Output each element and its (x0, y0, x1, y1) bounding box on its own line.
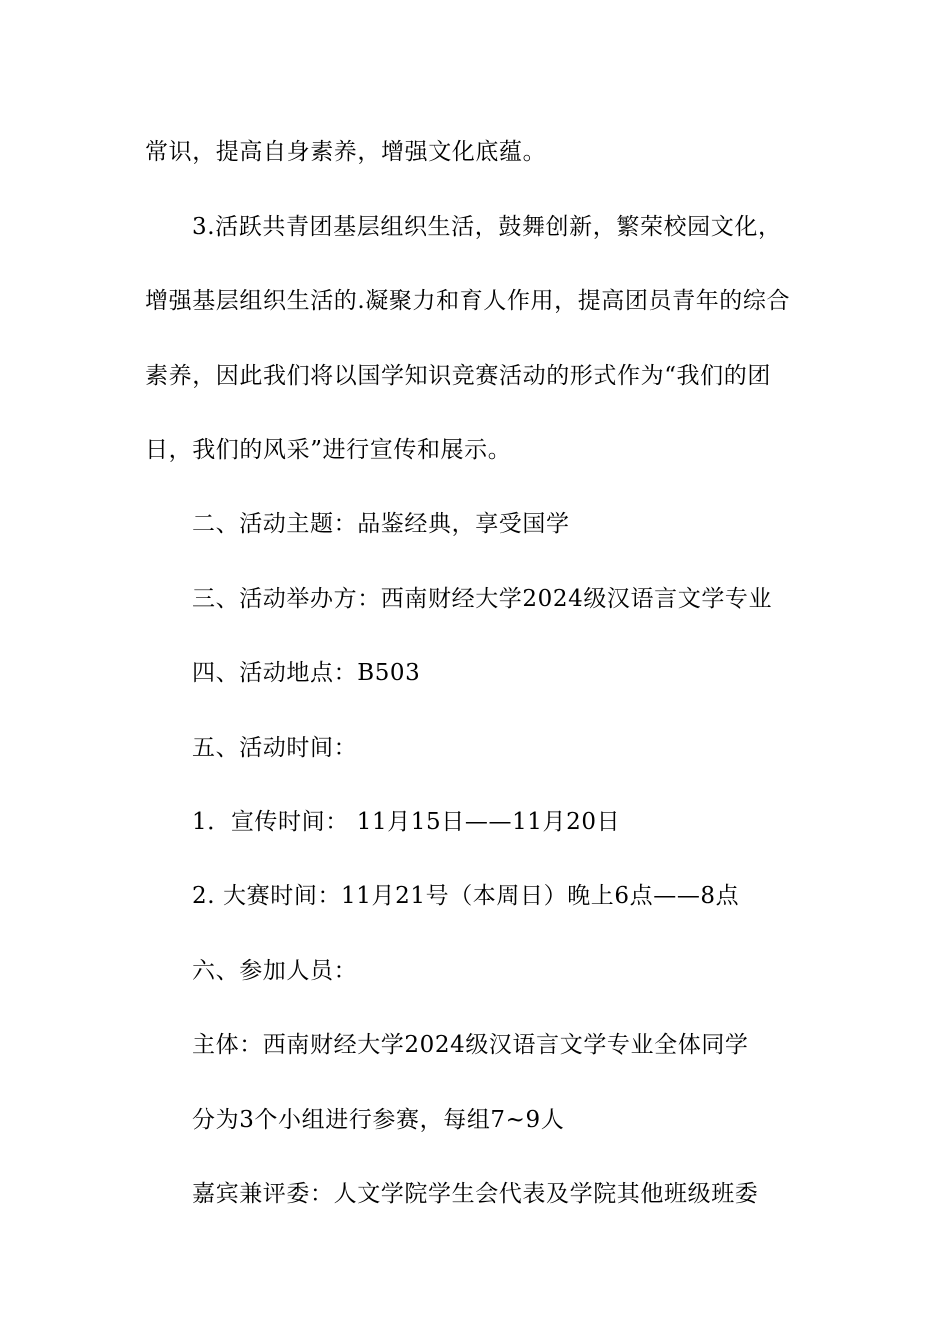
paragraph-item-3-line-3: 素养，因此我们将以国学知识竞赛活动的形式作为“我们的团 (145, 363, 771, 389)
section-time-heading: 五、活动时间： (192, 735, 358, 761)
section-location: 四、活动地点：B503 (192, 660, 421, 686)
section-organizer: 三、活动举办方：西南财经大学2024级汉语言文学专业 (192, 586, 773, 612)
paragraph-item-3-line-2: 增强基层组织生活的.凝聚力和育人作用，提高团员青年的综合 (145, 288, 791, 314)
section-participants-main: 主体：西南财经大学2024级汉语言文学专业全体同学 (192, 1032, 749, 1058)
paragraph-item-3-line-4: 日，我们的风采”进行宣传和展示。 (145, 437, 512, 463)
section-time-item-2: 2. 大赛时间：11月21号（本周日）晚上6点——8点 (192, 883, 740, 909)
paragraph-item-3-line-1: 3.活跃共青团基层组织生活，鼓舞创新，繁荣校园文化， (192, 214, 782, 240)
section-participants-judges: 嘉宾兼评委：人文学院学生会代表及学院其他班级班委 (192, 1181, 759, 1207)
section-participants-groups: 分为3个小组进行参赛，每组7~9人 (192, 1107, 565, 1133)
section-time-item-1: 1．宣传时间： 11月15日——11月20日 (192, 809, 621, 835)
section-participants-heading: 六、参加人员： (192, 958, 358, 984)
paragraph-continuation: 常识，提高自身素养，增强文化底蕴。 (145, 139, 547, 165)
section-theme: 二、活动主题：品鉴经典，享受国学 (192, 511, 570, 537)
